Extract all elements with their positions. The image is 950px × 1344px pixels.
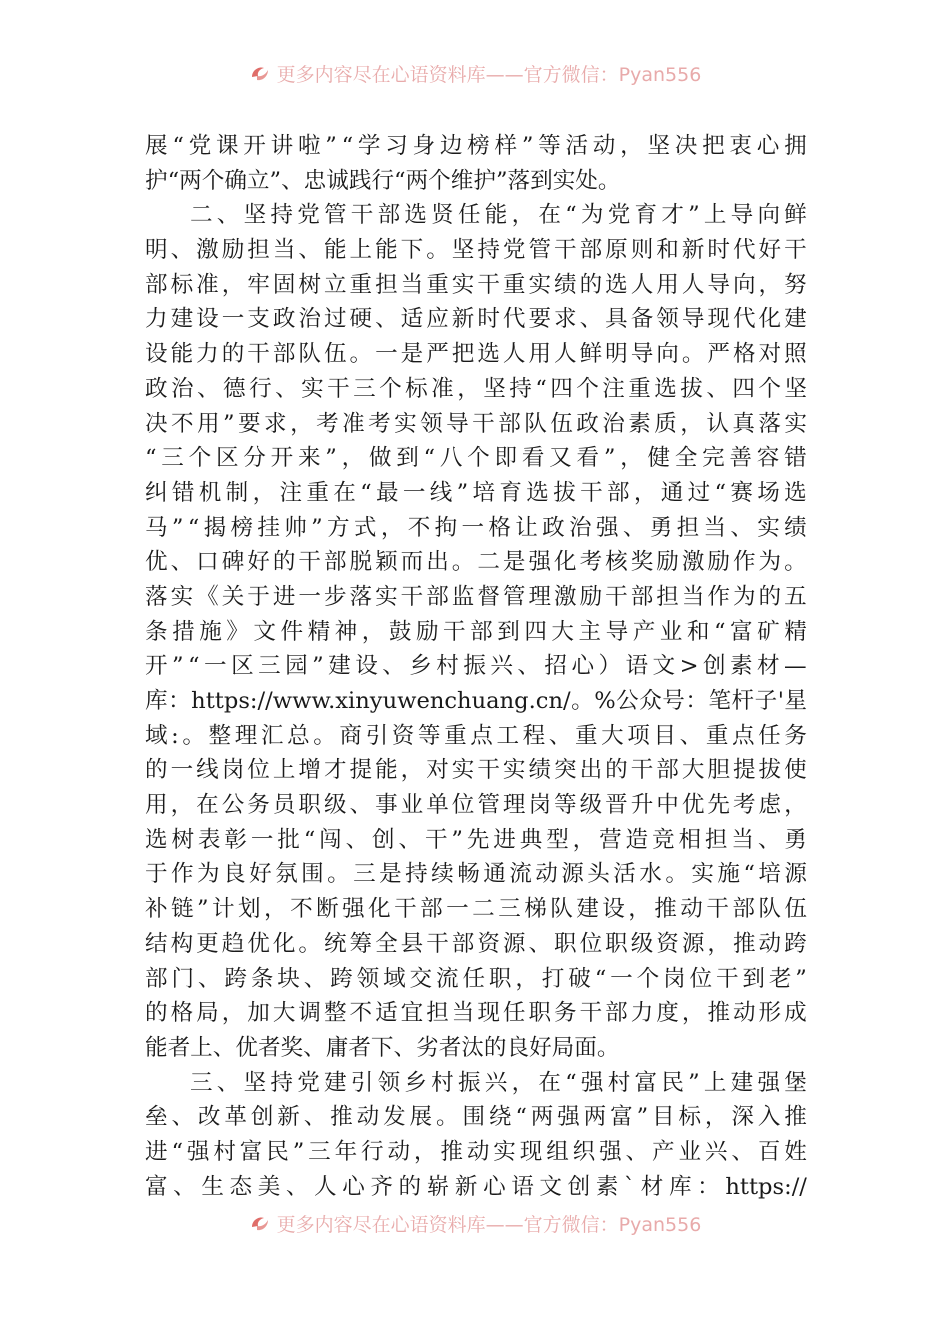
header-watermark xyxy=(0,58,950,88)
text-line: 结 构 更 趋 优 化 。 统 筹 全 县 干 部 资 源 、 职 位 职 级 资 源 ， 推 动 跨 xyxy=(145,930,807,957)
text-line: “ 三 个 区 分 开 来 ” ， 做 到 “ 八 个 即 看 又 看 ” ， 健 全 完 善 容 错 xyxy=(145,445,807,472)
text-line: 护“两个确立”、忠诚践行“两个维护”落到实处。 xyxy=(145,167,621,194)
text-line: 优 、 口 碑 好 的 干 部 脱 颖 而 出 。 二 是 强 化 考 核 奖 励 激 励 作 为 。 xyxy=(145,549,807,576)
text-line: 三 、 坚 持 党 建 引 领 乡 村 振 兴 ， 在 “ 强 村 富 民 ” 上 建 强 堡 xyxy=(190,1069,807,1096)
text-line: 开 ” “ 一 区 三 园 ” 建 设 、 乡 村 振 兴 、 招 心 ） 语 文 > 创 素 材 — xyxy=(145,653,807,680)
text-line: 的 格 局 ， 加 大 调 整 不 适 宜 担 当 现 任 职 务 干 部 力 度 ， 推 动 形 成 xyxy=(145,1000,807,1027)
text-line: 选 树 表 彰 一 批 “ 闯 、 创 、 干 ” 先 进 典 型 ， 营 造 竞 相 担 当 、 勇 xyxy=(145,826,807,853)
text-line: 进 “ 强 村 富 民 ” 三 年 行 动 ， 推 动 实 现 组 织 强 、 产 业 兴 、 百 姓 xyxy=(145,1138,807,1165)
text-line: 设 能 力 的 干 部 队 伍 。 一 是 严 把 选 人 用 人 鲜 明 导 向 。 严 格 对 照 xyxy=(145,341,807,368)
text-line: 库 ： https://www.xinyuwenchuang.cn/ 。 % 公 众 号 ： 笔 杆 子 ' 星 xyxy=(145,688,807,714)
text-line: 垒 、 改 革 创 新 、 推 动 发 展 。 围 绕 “ 两 强 两 富 ” 目 标 ， 深 入 推 xyxy=(145,1104,807,1131)
text-line: 政 治 、 德 行 、 实 干 三 个 标 准 ， 坚 持 “ 四 个 注 重 选 拔 、 四 个 坚 xyxy=(145,375,807,402)
text-line: 明 、 激 励 担 当 、 能 上 能 下 。 坚 持 党 管 干 部 原 则 和 新 时 代 好 干 xyxy=(145,237,807,264)
text-line: 部 门 、 跨 条 块 、 跨 领 域 交 流 任 职 ， 打 破 “ 一 个 岗 位 干 到 老 ” xyxy=(145,965,807,992)
text-line: 条 措 施 》 文 件 精 神 ， 鼓 励 干 部 到 四 大 主 导 产 业 和 “ 富 矿 精 xyxy=(145,618,807,645)
footer-watermark-text: 更多内容尽在心语资料库——官方微信：Pyan556 xyxy=(276,1213,702,1236)
text-line: 于 作 为 良 好 氛 围 。 三 是 持 续 畅 通 流 动 源 头 活 水 。 实 施 “ 培 源 xyxy=(145,861,807,888)
text-line: 纠 错 机 制 ， 注 重 在 “ 最 一 线 ” 培 育 选 拔 干 部 ， 通 过 “ 赛 场 选 xyxy=(145,479,807,506)
text-line: 马 ” “ 揭 榜 挂 帅 ” 方 式 ， 不 拘 一 格 让 政 治 强 、 勇 担 当 、 实 绩 xyxy=(145,514,807,541)
text-line: 富 、 生 态 美 、 人 心 齐 的 崭 新 心 语 文 创 素 ` 材 库 ： https:// xyxy=(145,1173,807,1200)
text-line: 能者上、优者奖、庸者下、劣者汰的良好局面。 xyxy=(145,1034,620,1061)
header-watermark-text: 更多内容尽在心语资料库——官方微信：Pyan556 xyxy=(276,63,702,86)
logo-icon xyxy=(249,62,271,84)
text-line: 域 : 。 整 理 汇 总 。 商 引 资 等 重 点 工 程 、 重 大 项 目 、 重 点 任 务 xyxy=(145,722,807,749)
text-line: 力 建 设 一 支 政 治 过 硬 、 适 应 新 时 代 要 求 、 具 备 领 导 现 代 化 建 xyxy=(145,306,807,333)
text-line: 补 链 ” 计 划 ， 不 断 强 化 干 部 一 二 三 梯 队 建 设 ， 推 动 干 部 队 伍 xyxy=(145,896,807,923)
text-line: 落 实 《 关 于 进 一 步 落 实 干 部 监 督 管 理 激 励 干 部 担 当 作 为 的 五 xyxy=(145,583,807,610)
logo-icon xyxy=(249,1212,271,1234)
document-body xyxy=(145,129,807,1204)
text-line: 的 一 线 岗 位 上 增 才 提 能 ， 对 实 干 实 绩 突 出 的 干 部 大 胆 提 拔 使 xyxy=(145,757,807,784)
text-line: 二 、 坚 持 党 管 干 部 选 贤 任 能 ， 在 “ 为 党 育 才 ” 上 导 向 鲜 xyxy=(190,202,807,229)
text-line: 部 标 准 ， 牢 固 树 立 重 担 当 重 实 干 重 实 绩 的 选 人 用 人 导 向 ， 努 xyxy=(145,271,807,298)
text-line: 决 不 用 ” 要 求 ， 考 准 考 实 领 导 干 部 队 伍 政 治 素 质 ， 认 真 落 实 xyxy=(145,410,807,437)
footer-watermark xyxy=(0,1208,950,1238)
text-line: 用 ， 在 公 务 员 职 级 、 事 业 单 位 管 理 岗 等 级 晋 升 中 优 先 考 虑 ， xyxy=(145,792,807,819)
text-line: 展 “ 党 课 开 讲 啦 ” “ 学 习 身 边 榜 样 ” 等 活 动 ， 坚 决 把 衷 心 拥 xyxy=(145,133,807,159)
